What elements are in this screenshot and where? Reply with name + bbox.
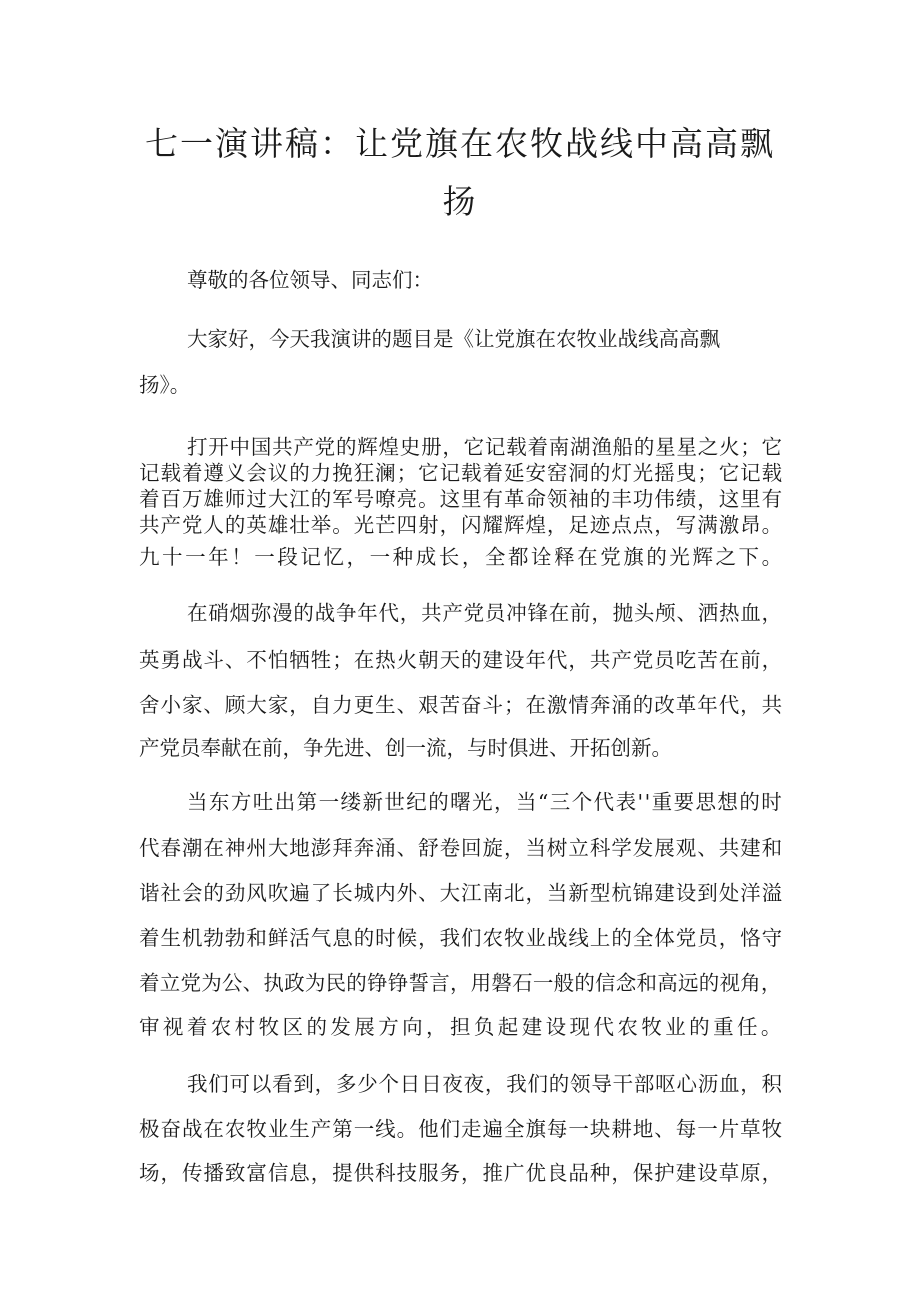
text-line: 记载着遵义会议的力挽狂澜；它记载着延安窑洞的灯光摇曳；它记载 [139,461,784,485]
salutation: 尊敬的各位领导、同志们： [187,268,433,292]
text-line: 共产党人的英雄壮举。光芒四射，闪耀辉煌，足迹点点，写满激昂。 [139,513,784,537]
document-title-line-2: 扬 [442,182,478,221]
text-line: 产党员奉献在前，争先进、创一流，与时俱进、开拓创新。 [139,736,672,760]
text-line: 大家好，今天我演讲的题目是《让党旗在农牧业战线高高飘 [187,327,720,351]
text-line: 场，传播致富信息，提供科技服务，推广优良品种，保护建设草原， [139,1161,784,1185]
text-line: 当东方吐出第一缕新世纪的曙光，当“三个代表''重要思想的时 [187,790,784,814]
text-line: 九十一年！一段记忆，一种成长，全都诠释在党旗的光辉之下。 [139,545,785,569]
text-line: 着生机勃勃和鲜活气息的时候，我们农牧业战线上的全体党员，恪守 [139,926,784,950]
text-line: 谐社会的劲风吹遍了长城内外、大江南北，当新型杭锦建设到处洋溢 [139,881,784,905]
text-line: 扬》。 [139,373,191,397]
text-line: 打开中国共产党的辉煌史册，它记载着南湖渔船的星星之火；它 [187,435,783,459]
text-line: 代春潮在神州大地澎拜奔涌、舒卷回旋，当树立科学发展观、共建和 [139,836,784,860]
text-line: 舍小家、顾大家，自力更生、艰苦奋斗；在激情奔涌的改革年代，共 [139,693,784,717]
text-line: 我们可以看到，多少个日日夜夜，我们的领导干部呕心沥血，积 [187,1072,783,1096]
text-line: 审视着农村牧区的发展方向，担负起建设现代农牧业的重任。 [139,1015,785,1039]
text-line: 着百万雄师过大江的军号嘹亮。这里有革命领袖的丰功伟绩，这里有 [139,487,784,511]
text-line: 极奋战在农牧业生产第一线。他们走遍全旗每一块耕地、每一片草牧 [139,1117,784,1141]
document-title-line-1: 七一演讲稿：让党旗在农牧战线中高高飘 [145,124,775,163]
text-line: 在硝烟弥漫的战争年代，共产党员冲锋在前，抛头颅、洒热血， [187,601,783,625]
text-line: 英勇战斗、不怕牺牲；在热火朝天的建设年代，共产党员吃苦在前， [139,648,784,672]
text-line: 着立党为公、执政为民的铮铮誓言，用磐石一般的信念和高远的视角， [139,971,782,995]
